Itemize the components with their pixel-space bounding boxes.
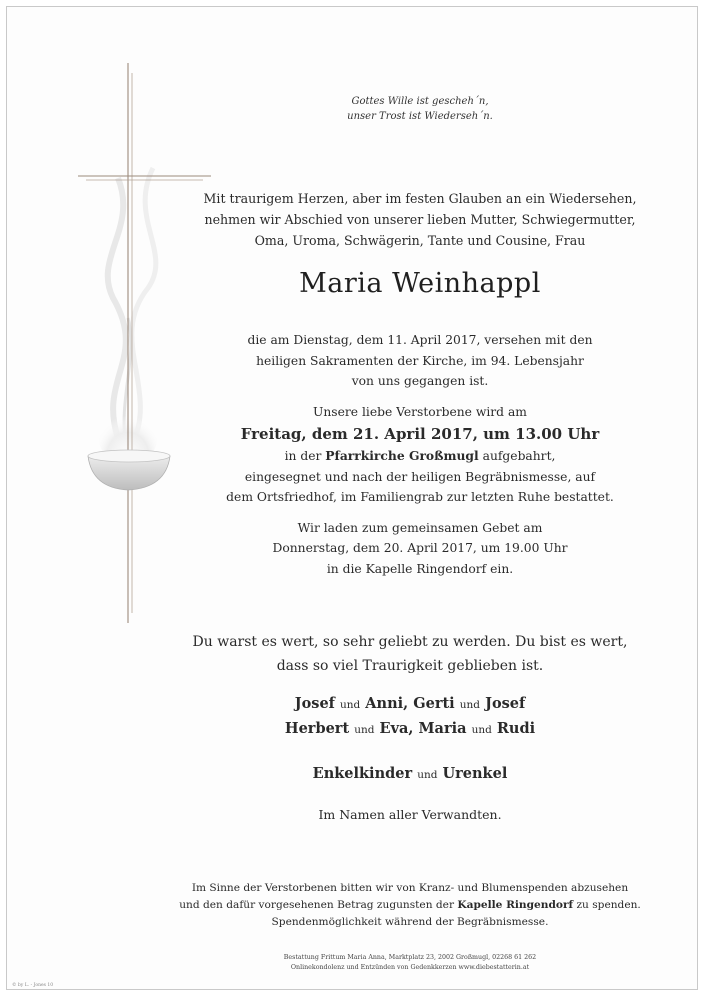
motto-line: Gottes Wille ist gescheh´n, bbox=[351, 96, 489, 107]
prayer-line: in die Kapelle Ringendorf ein. bbox=[326, 561, 514, 576]
donation-note bbox=[120, 880, 700, 931]
funeral-line: dem Ortsfriedhof, im Familiengrab zur letzten Ruhe bestattet. bbox=[226, 490, 614, 504]
funeral-date-time: Freitag, dem 21. April 2017, um 13.00 Uhr bbox=[240, 425, 600, 443]
funeral-location bbox=[180, 446, 660, 467]
family-name: Rudi bbox=[496, 720, 536, 737]
funeral-intro: Unsere liebe Verstorbene wird am bbox=[313, 404, 527, 419]
donation-post: zu spenden. bbox=[573, 899, 641, 911]
intro-line: nehmen wir Abschied von unserer lieben Mutter, Schwiegermutter, bbox=[204, 212, 636, 227]
family-name: Josef bbox=[294, 695, 335, 712]
funeral-church: Pfarrkirche Großmugl bbox=[325, 448, 479, 463]
memorial-quote bbox=[120, 630, 700, 678]
undertaker-footer bbox=[120, 953, 700, 973]
closing-line: Im Namen aller Verwandten. bbox=[318, 807, 502, 822]
intro-text bbox=[180, 188, 660, 251]
donation-line: Spendenmöglichkeit während der Begräbnismesse. bbox=[271, 916, 549, 928]
intro-line: Oma, Uroma, Schwägerin, Tante und Cousine, Frau bbox=[254, 233, 586, 248]
und-connector: und bbox=[459, 699, 481, 711]
family-name: Anni, Gerti bbox=[365, 695, 455, 712]
death-line: die am Dienstag, dem 11. April 2017, versehen mit den bbox=[247, 333, 593, 347]
copyright-note: © by L. - Jones 10 bbox=[12, 983, 54, 988]
footer-line: Onlinekondolenz und Entzünden von Gedenkkerzen www.diebestatterin.at bbox=[290, 964, 530, 971]
death-line: von uns gegangen ist. bbox=[351, 374, 489, 388]
family-name: Josef bbox=[485, 695, 526, 712]
donation-pre: und den dafür vorgesehenen Betrag zugunsten der bbox=[179, 899, 458, 911]
und-connector: und bbox=[354, 724, 375, 736]
funeral-location-post: aufgebahrt, bbox=[478, 449, 556, 463]
family-name: Urenkel bbox=[442, 765, 508, 782]
family-name: Enkelkinder bbox=[312, 765, 413, 782]
motto bbox=[180, 94, 660, 124]
donation-chapel: Kapelle Ringendorf bbox=[457, 899, 574, 911]
family-row bbox=[120, 717, 700, 742]
footer-line: Bestattung Frittum Maria Anna, Marktplatz 23, 2002 Großmugl, 02268 61 262 bbox=[283, 954, 537, 961]
family-name: Eva, Maria bbox=[379, 720, 467, 737]
intro-line: Mit traurigem Herzen, aber im festen Glauben an ein Wiedersehen, bbox=[203, 191, 637, 206]
quote-line: dass so viel Traurigkeit geblieben ist. bbox=[276, 658, 544, 674]
motto-line: unser Trost ist Wiederseh´n. bbox=[347, 111, 493, 122]
family-names bbox=[120, 692, 700, 742]
quote-line: Du warst es wert, so sehr geliebt zu werden. Du bist es wert, bbox=[192, 634, 628, 650]
family-row bbox=[120, 692, 700, 717]
prayer-line: Donnerstag, dem 20. April 2017, um 19.00 Uhr bbox=[272, 541, 568, 555]
funeral-line: eingesegnet und nach der heiligen Begräbnismesse, auf bbox=[244, 469, 596, 484]
death-line: heiligen Sakramenten der Kirche, im 94. Lebensjahr bbox=[256, 353, 584, 368]
und-connector: und bbox=[417, 769, 438, 781]
funeral-location-pre: in der bbox=[284, 449, 326, 463]
prayer-line: Wir laden zum gemeinsamen Gebet am bbox=[297, 520, 543, 535]
und-connector: und bbox=[339, 699, 361, 711]
death-and-funeral-details bbox=[180, 330, 660, 579]
family-name: Herbert bbox=[284, 720, 350, 737]
donation-line: Im Sinne der Verstorbenen bitten wir von Kranz- und Blumenspenden abzusehen bbox=[191, 882, 629, 894]
und-connector: und bbox=[471, 724, 492, 736]
deceased-name: Maria Weinhappl bbox=[299, 268, 541, 299]
grandchildren bbox=[120, 765, 700, 782]
donation-line bbox=[120, 897, 700, 914]
